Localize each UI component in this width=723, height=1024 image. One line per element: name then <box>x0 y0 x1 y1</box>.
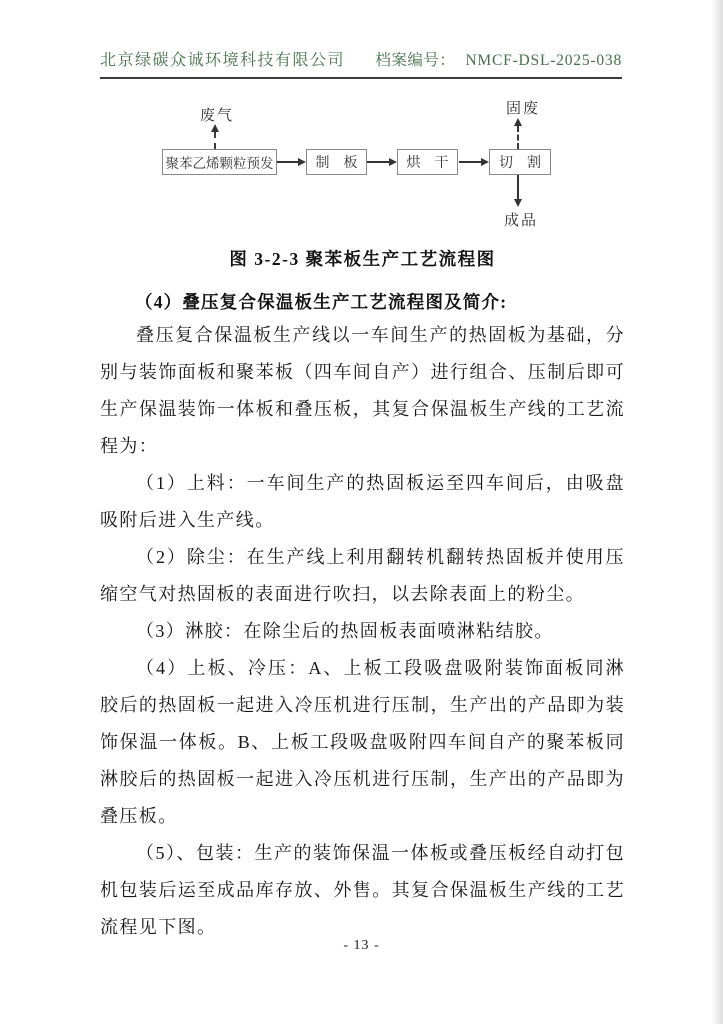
solid-waste-label: 固废 <box>506 101 541 117</box>
right-arrow-icon <box>389 158 397 166</box>
right-arrow-icon <box>481 158 489 166</box>
paragraph-step-4: （4）上板、冷压：A、上板工段吸盘吸附装饰面板同淋胶后的热固板一起进入冷压机进行压制，生产出的产品即为装饰保温一体板。B、上板工段吸盘吸附四车间自产的聚苯板同淋胶后的热固板一起进入冷压机进行压制，生产出的产品即为叠压板。 <box>100 658 625 826</box>
paragraph-step-1: （1）上料：一车间生产的热固板运至四车间后，由吸盘吸附后进入生产线。 <box>100 473 625 530</box>
flow-box-cutting: 切 割 <box>489 149 551 175</box>
flow-box-board-making: 制 板 <box>306 149 367 175</box>
flow-connector-line <box>277 161 298 163</box>
flow-connector-line <box>367 161 389 163</box>
solid-waste-dashed-line <box>517 126 519 149</box>
document-body <box>0 246 723 946</box>
figure-caption: 图 3-2-3 聚苯板生产工艺流程图 <box>229 249 496 269</box>
product-label: 成品 <box>504 213 539 229</box>
page-header <box>100 0 622 79</box>
down-arrow-icon <box>514 199 522 207</box>
page-number: - 13 - <box>343 938 380 953</box>
archive-field <box>375 48 622 70</box>
company-name: 北京绿碳众诚环境科技有限公司 <box>100 52 346 69</box>
paragraph-step-5: （5）、包装：生产的装饰保温一体板或叠压板经自动打包机包装后运至成品库存放、外售。其复合保温板生产线的工艺流程见下图。 <box>100 843 625 937</box>
paragraph-step-3: （3）淋胶：在除尘后的热固板表面喷淋粘结胶。 <box>136 621 554 641</box>
flow-box-pre-expansion: 聚苯乙烯颗粒预发 <box>162 149 277 175</box>
waste-gas-label: 废气 <box>200 108 235 124</box>
up-arrow-icon <box>211 124 219 132</box>
section-heading: （4）叠压复合保温板生产工艺流程图及简介: <box>135 292 508 312</box>
product-line <box>517 175 519 199</box>
right-arrow-icon <box>298 158 306 166</box>
flow-connector-line <box>459 161 481 163</box>
flow-box-drying: 烘 干 <box>397 149 458 175</box>
waste-gas-dashed-line <box>214 132 216 149</box>
up-arrow-icon <box>514 118 522 126</box>
process-flowchart <box>0 79 723 234</box>
archive-label: 档案编号： <box>375 52 456 69</box>
archive-number: NMCF-DSL-2025-038 <box>465 52 622 69</box>
paragraph-intro: 叠压复合保温板生产线以一车间生产的热固板为基础，分别与装饰面板和聚苯板（四车间自产）进行组合、压制后即可生产保温装饰一体板和叠压板，其复合保温板生产线的工艺流程为： <box>100 325 625 456</box>
paragraph-step-2: （2）除尘：在生产线上利用翻转机翻转热固板并使用压缩空气对热固板的表面进行吹扫，以去除表面上的粉尘。 <box>100 547 625 604</box>
